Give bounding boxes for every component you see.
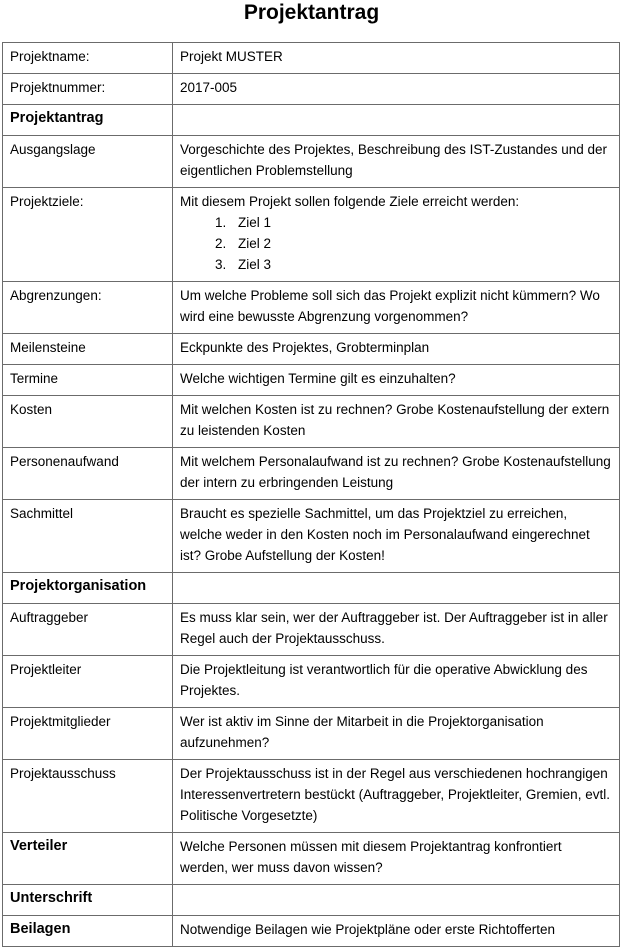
row-label-projektname: Projektname:: [3, 43, 173, 74]
row-value-auftraggeber: Es muss klar sein, wer der Auftraggeber ist. Der Auftraggeber ist in aller Regel auch der Projektausschuss.: [173, 604, 620, 656]
table-row: [3, 334, 620, 365]
row-label-meilensteine: Meilensteine: [3, 334, 173, 365]
section-heading-unterschrift: Unterschrift: [3, 885, 173, 916]
row-value-projektnummer: 2017-005: [173, 74, 620, 105]
table-row: [3, 500, 620, 573]
table-row: [3, 448, 620, 500]
row-value-projektziele: [173, 188, 620, 282]
table-row: [3, 74, 620, 105]
section-heading-projektorganisation: Projektorganisation: [3, 573, 173, 604]
section-row-projektantrag: [3, 105, 620, 136]
section-row-projektorganisation: [3, 573, 620, 604]
row-value-termine: Welche wichtigen Termine gilt es einzuhalten?: [173, 365, 620, 396]
row-label-projektnummer: Projektnummer:: [3, 74, 173, 105]
row-label-projektziele: Projektziele:: [3, 188, 173, 282]
row-value-projektmitglieder: Wer ist aktiv im Sinne der Mitarbeit in die Projektorganisation aufzunehmen?: [173, 708, 620, 760]
table-row: [3, 760, 620, 833]
table-row: [3, 43, 620, 74]
row-value-verteiler: Welche Personen müssen mit diesem Projektantrag konfrontiert werden, wer muss davon wissen?: [173, 833, 620, 885]
table-row: [3, 604, 620, 656]
row-value-beilagen: Notwendige Beilagen wie Projektpläne oder erste Richtofferten: [173, 916, 620, 947]
row-label-ausgangslage: Ausgangslage: [3, 136, 173, 188]
projektziele-intro: Mit diesem Projekt sollen folgende Ziele erreicht werden:: [180, 194, 520, 209]
section-empty-cell: [173, 105, 620, 136]
table-row: [3, 188, 620, 282]
table-row: [3, 708, 620, 760]
row-label-projektausschuss: Projektausschuss: [3, 760, 173, 833]
row-value-projektausschuss: Der Projektausschuss ist in der Regel aus verschiedenen hochrangigen Interessenvertretern bestückt (Auftraggeber, Projektleiter, Gremien, evtl. Politische Vorgesetzte): [173, 760, 620, 833]
row-label-sachmittel: Sachmittel: [3, 500, 173, 573]
row-label-projektleiter: Projektleiter: [3, 656, 173, 708]
row-label-projektmitglieder: Projektmitglieder: [3, 708, 173, 760]
goal-item: 2. Ziel 2: [230, 233, 612, 254]
row-value-projektleiter: Die Projektleitung ist verantwortlich für die operative Abwicklung des Projektes.: [173, 656, 620, 708]
goal-item: 1. Ziel 1: [230, 212, 612, 233]
page-title: Projektantrag: [243, 1, 380, 24]
section-row-beilagen: [3, 916, 620, 947]
row-label-termine: Termine: [3, 365, 173, 396]
goal-item: 3. Ziel 3: [230, 254, 612, 275]
row-value-meilensteine: Eckpunkte des Projektes, Grobterminplan: [173, 334, 620, 365]
table-row: [3, 656, 620, 708]
row-value-projektname: Projekt MUSTER: [173, 43, 620, 74]
row-value-abgrenzungen: Um welche Probleme soll sich das Projekt explizit nicht kümmern? Wo wird eine bewusste Abgrenzung vorgenommen?: [173, 282, 620, 334]
row-label-abgrenzungen: Abgrenzungen:: [3, 282, 173, 334]
table-row: [3, 365, 620, 396]
section-row-verteiler: [3, 833, 620, 885]
row-label-kosten: Kosten: [3, 396, 173, 448]
section-empty-cell: [173, 573, 620, 604]
row-label-auftraggeber: Auftraggeber: [3, 604, 173, 656]
section-heading-verteiler: Verteiler: [3, 833, 173, 885]
signature-cell: [173, 885, 620, 916]
row-value-ausgangslage: Vorgeschichte des Projektes, Beschreibung des IST-Zustandes und der eigentlichen Problemstellung: [173, 136, 620, 188]
goals-list: [180, 212, 612, 275]
row-value-personenaufwand: Mit welchem Personalaufwand ist zu rechnen? Grobe Kostenaufstellung der intern zu erbringenden Leistung: [173, 448, 620, 500]
table-row: [3, 136, 620, 188]
row-value-sachmittel: Braucht es spezielle Sachmittel, um das Projektziel zu erreichen, welche weder in den Kosten noch im Personalaufwand eingerechnet ist? Grobe Aufstellung der Kosten!: [173, 500, 620, 573]
table-row: [3, 282, 620, 334]
section-heading-beilagen: Beilagen: [3, 916, 173, 947]
section-heading-projektantrag: Projektantrag: [3, 105, 173, 136]
row-label-personenaufwand: Personenaufwand: [3, 448, 173, 500]
project-request-table: [2, 42, 620, 947]
table-row: [3, 396, 620, 448]
section-row-unterschrift: [3, 885, 620, 916]
row-value-kosten: Mit welchen Kosten ist zu rechnen? Grobe Kostenaufstellung der extern zu leistenden Kosten: [173, 396, 620, 448]
